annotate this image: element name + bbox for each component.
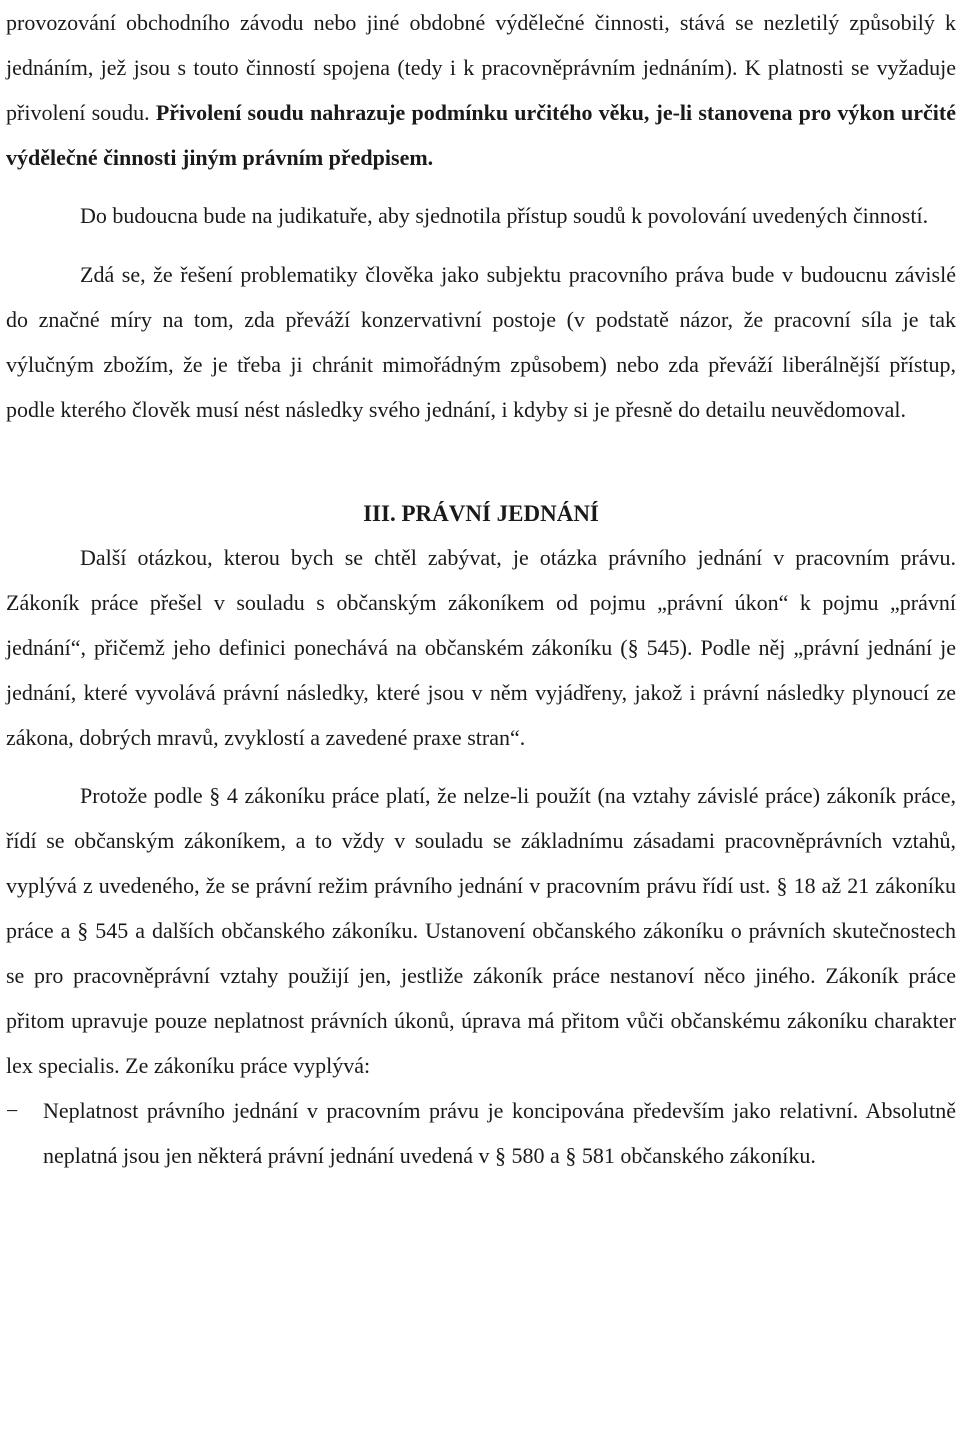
- dash-bullet-icon: −: [6, 1098, 19, 1123]
- paragraph-4: Další otázkou, kterou bych se chtěl zabývat, je otázka právního jednání v pracovním právu. Zákoník práce přešel v souladu s občanským zákoníkem od pojmu „právní úkon“ k pojmu „právní jednání“, přičemž jeho definici ponechává na občanském zákoníku (§ 545). Podle něj „právní jednání je jednání, které vyvolává právní následky, které jsou v něm vyjádřeny, jakož i právní následky plynoucí ze zákona, dobrých mravů, zvyklostí a zavedené praxe stran“.: [6, 545, 956, 750]
- list-item: [6, 1088, 956, 1178]
- paragraph-2: Do budoucna bude na judikatuře, aby sjednotila přístup soudů k povolování uvedených činností.: [80, 203, 929, 228]
- paragraph-1-text: provozování obchodního závodu nebo jiné obdobné výdělečné činnosti, stává se nezletilý způsobilý k jednáním, jež jsou s touto činností spojena (tedy i k pracovněprávním jednáním). K platnosti se vyžaduje přivolení soudu.: [6, 10, 956, 125]
- consequences-list: [6, 1088, 956, 1178]
- paragraph-3: Zdá se, že řešení problematiky člověka jako subjektu pracovního práva bude v budoucnu závislé do značné míry na tom, zda převáží konzervativní postoje (v podstatě názor, že pracovní síla je tak výlučným zbožím, že je třeba ji chránit mimořádným způsobem) nebo zda převáží liberálnější přístup, podle kterého člověk musí nést následky svého jednání, i kdyby si je přesně do detailu neuvědomoval.: [6, 262, 956, 422]
- document-page: [6, 0, 956, 1178]
- paragraph-5: Protože podle § 4 zákoníku práce platí, že nelze-li použít (na vztahy závislé práce) zákoník práce, řídí se občanským zákoníkem, a to vždy v souladu se základnímu zásadami pracovněprávních vztahů, vyplývá z uvedeného, že se právní režim právního jednání v pracovním právu řídí ust. § 18 až 21 zákoníku práce a § 545 a dalších občanského zákoníku. Ustanovení občanského zákoníku o právních skutečnostech se pro pracovněprávní vztahy použijí jen, jestliže zákoník práce nestanoví něco jiného. Zákoník práce přitom upravuje pouze neplatnost právních úkonů, úprava má přitom vůči občanskému zákoníku charakter lex specialis. Ze zákoníku práce vyplývá:: [6, 783, 956, 1078]
- list-item-text: Neplatnost právního jednání v pracovním právu je koncipována především jako relativní. Absolutně neplatná jsou jen některá právní jednání uvedená v § 580 a § 581 občanského zákoníku.: [43, 1098, 956, 1168]
- section-heading: III. PRÁVNÍ JEDNÁNÍ: [363, 501, 599, 526]
- paragraph-1-bold-text: Přivolení soudu nahrazuje podmínku určitého věku, je-li stanovena pro výkon určité výdělečné činnosti jiným právním předpisem.: [6, 100, 956, 170]
- paragraph-1: [6, 0, 956, 180]
